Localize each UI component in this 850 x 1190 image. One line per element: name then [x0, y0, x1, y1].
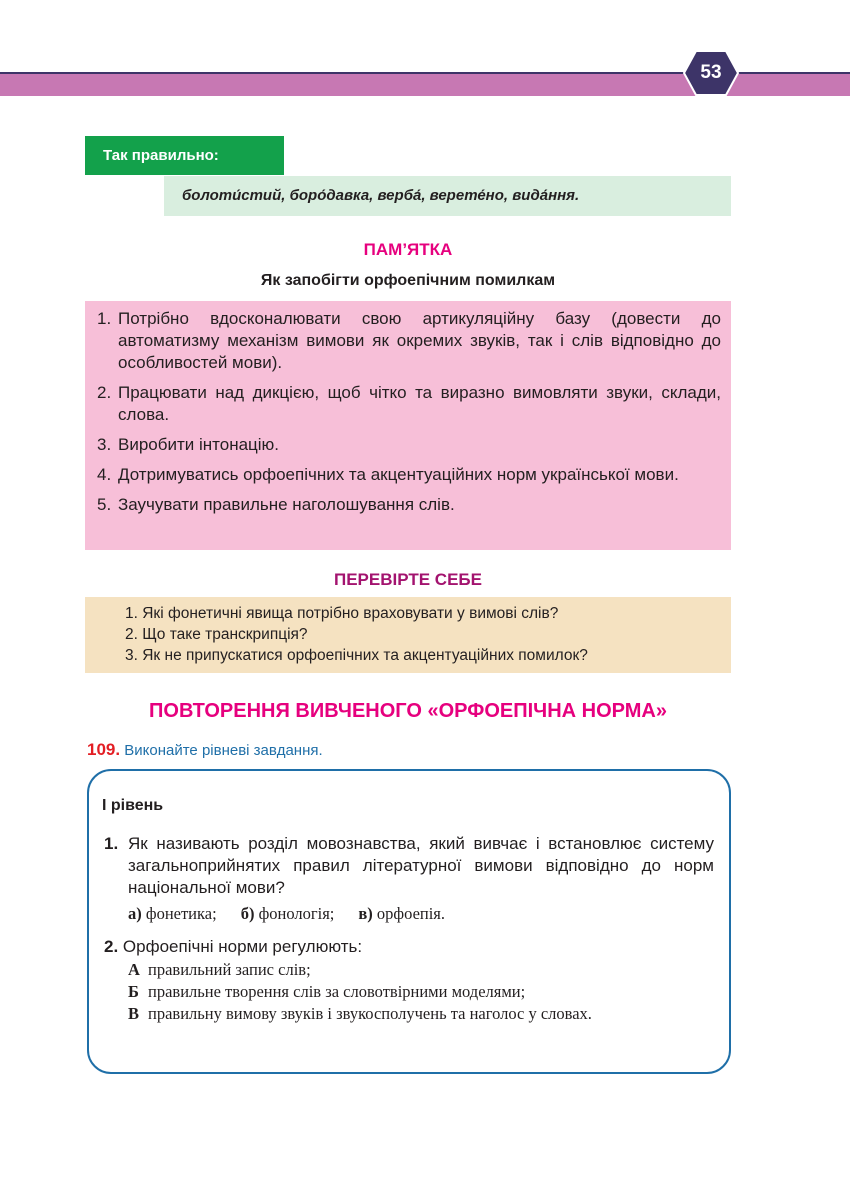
answer-text: орфоепія. [376, 904, 446, 923]
check-item: 1. Які фонетичні явища потрібно враховувати у вимові слів? [125, 605, 559, 622]
memo-item: 3. Виробити інтонацію. [97, 435, 280, 454]
answer-letter: б) [240, 904, 255, 923]
answer-options [128, 903, 714, 925]
option-item: В правильну вимову звуків і звукосполучень та наголос у словах. [128, 1004, 592, 1023]
review-title: ПОВТОРЕННЯ ВИВЧЕНОГО «ОРФОЕПІЧНА НОРМА» [149, 700, 667, 722]
question-number: 2. [104, 937, 119, 956]
answer-letter: а) [128, 904, 142, 923]
correct-label: Так правильно: [85, 136, 284, 175]
question-text: Орфоепічні норми регулюють: [122, 937, 363, 956]
memo-subtitle: Як запобігти орфоепічним помилкам [260, 272, 556, 289]
page-number-badge [682, 49, 740, 97]
memo-item: 1. Потрібно вдосконалювати свою артикуляційну базу (довести до автоматизму механізм вимови як окремих звуків, так і слів відповідно до особливостей мови). [97, 309, 721, 372]
check-item: 3. Як не припускатися орфоепічних та акцентуаційних помилок? [125, 647, 588, 664]
question-text: Як називають розділ мовознавства, який вивчає і встановлює систему загальноприйнятих правил літературної вимови відповідно до норм національної мови? [128, 834, 714, 897]
memo-item: 5. Заучувати правильне наголошування слів. [97, 495, 455, 514]
page-number: 53 [700, 62, 722, 83]
correct-words: болоти́стий, боро́давка, верба́, верете́но, вида́ння. [164, 176, 731, 216]
option-item: Б правильне творення слів за словотвірними моделями; [128, 982, 526, 1001]
task-text: Виконайте рівневі завдання. [124, 742, 323, 759]
option-item: А правильний запис слів; [128, 960, 311, 979]
check-item: 2. Що таке транскрипція? [125, 626, 308, 643]
answer-options [128, 959, 714, 1025]
check-title: ПЕРЕВІРТЕ СЕБЕ [334, 570, 482, 589]
task-heading [87, 740, 323, 760]
memo-title: ПАМ’ЯТКА [363, 240, 453, 259]
memo-item: 4. Дотримуватись орфоепічних та акцентуаційних норм української мови. [97, 465, 679, 484]
question-number: 1. [104, 834, 119, 853]
answer-letter: в) [358, 904, 373, 923]
level-title: І рівень [102, 797, 164, 814]
memo-box [85, 301, 731, 550]
task-number: 109. [87, 740, 121, 759]
question-1 [104, 833, 714, 925]
question-2 [104, 936, 714, 1025]
answer-text: фонетика; [145, 904, 217, 923]
answer-text: фонологія; [258, 904, 335, 923]
check-box [85, 597, 731, 673]
memo-item: 2. Працювати над дикцією, щоб чітко та виразно вимовляти звуки, склади, слова. [97, 383, 721, 424]
